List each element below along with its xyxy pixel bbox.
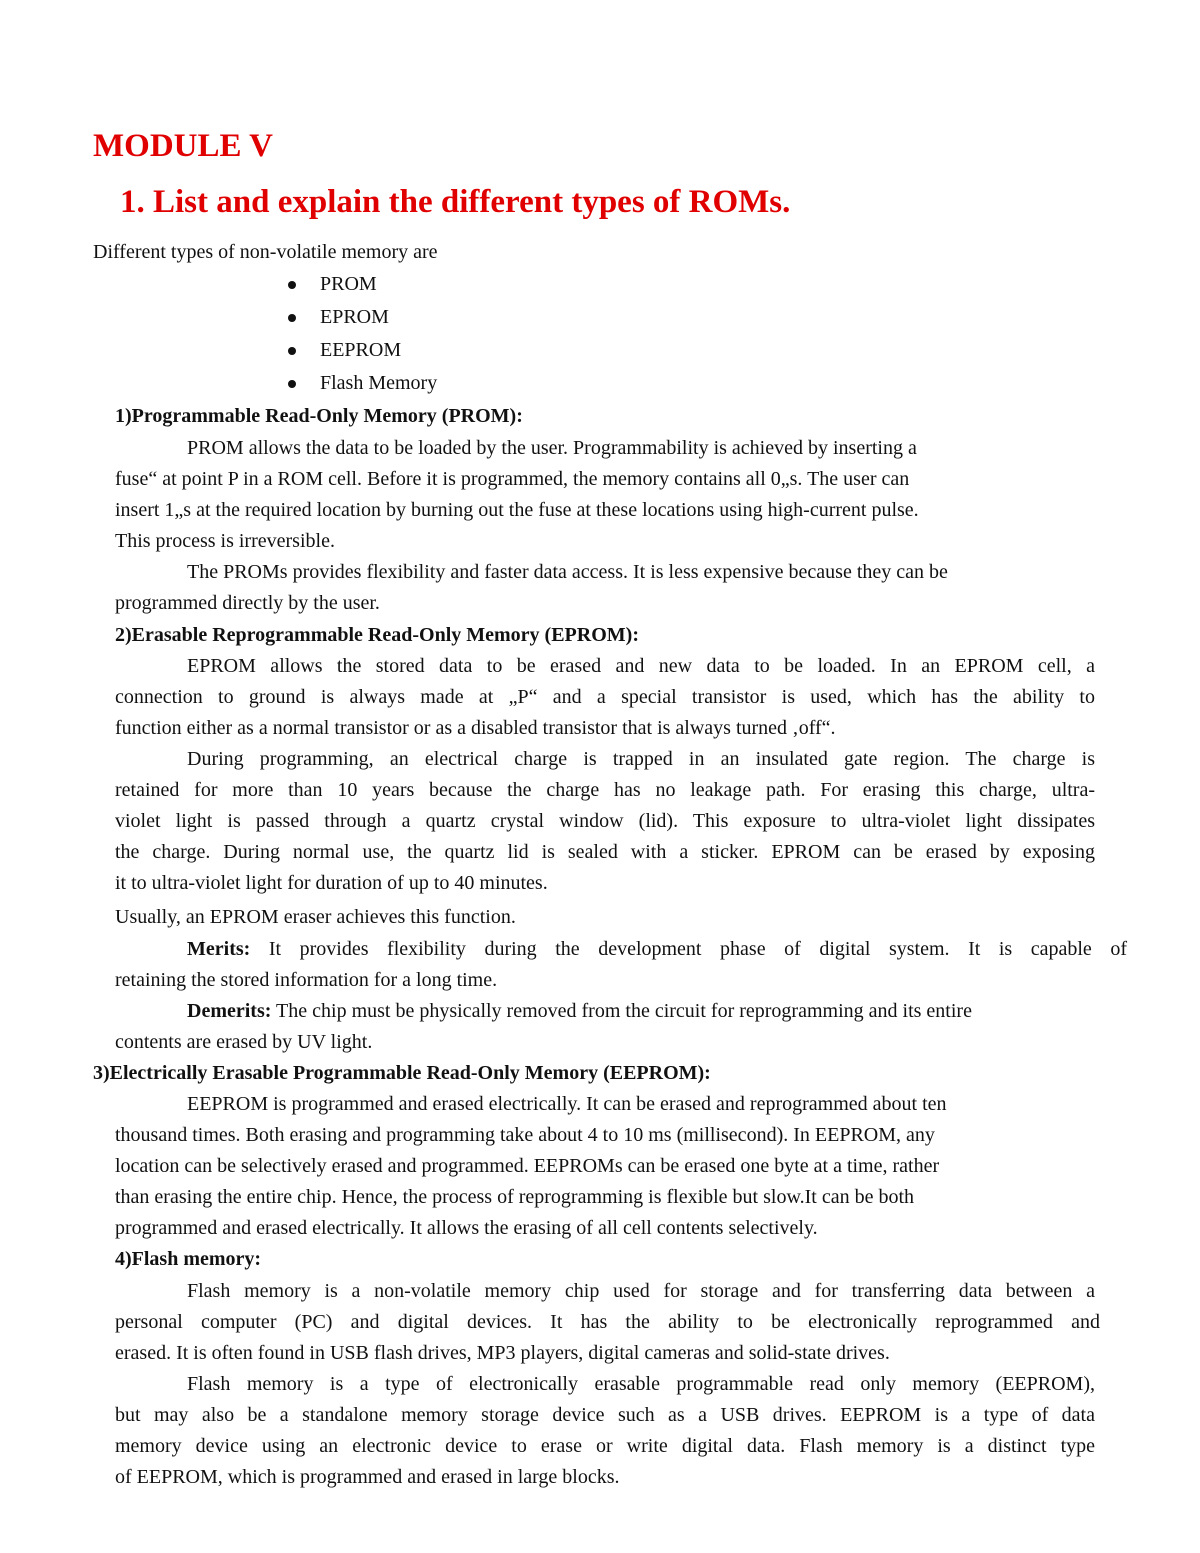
eprom-paragraph-line: connection to ground is always made at „P“ and a special transistor is used, which has the ability to: [115, 686, 1095, 708]
eprom-paragraph-line: retained for more than 10 years because the charge has no leakage path. For erasing this charge, ultra-: [115, 779, 1095, 801]
flash-heading: 4)Flash memory:: [115, 1248, 262, 1270]
bullet-icon: [288, 281, 296, 289]
prom-paragraph-line: programmed directly by the user.: [115, 592, 380, 614]
eprom-heading: 2)Erasable Reprogrammable Read-Only Memory (EPROM):: [115, 624, 639, 646]
prom-heading: 1)Programmable Read-Only Memory (PROM):: [115, 405, 523, 427]
eeprom-heading: 3)Electrically Erasable Programmable Read-Only Memory (EEPROM):: [93, 1062, 711, 1084]
intro-text: Different types of non-volatile memory are: [93, 241, 438, 263]
eprom-paragraph-line: During programming, an electrical charge is trapped in an insulated gate region. The charge is: [187, 748, 1095, 770]
eprom-paragraph-line: EPROM allows the stored data to be erased and new data to be loaded. In an EPROM cell, a: [187, 655, 1095, 677]
prom-paragraph-line: PROM allows the data to be loaded by the user. Programmability is achieved by inserting a: [187, 437, 917, 459]
eprom-demerits-line: contents are erased by UV light.: [115, 1031, 373, 1053]
flash-paragraph-line: Flash memory is a non-volatile memory chip used for storage and for transferring data between a: [187, 1280, 1095, 1302]
bullet-icon: [288, 314, 296, 322]
list-item: EEPROM: [288, 334, 437, 367]
prom-paragraph-line: This process is irreversible.: [115, 530, 335, 552]
eprom-paragraph-line: violet light is passed through a quartz crystal window (lid). This exposure to ultra-violet light dissipates: [115, 810, 1095, 832]
eeprom-paragraph-line: programmed and erased electrically. It allows the erasing of all cell contents selectively.: [115, 1217, 818, 1239]
flash-paragraph-line: personal computer (PC) and digital devices. It has the ability to be electronically reprogrammed and: [115, 1311, 1100, 1333]
merits-label: Merits:: [187, 938, 251, 960]
list-item: PROM: [288, 268, 437, 301]
eprom-demerits: Demerits: The chip must be physically removed from the circuit for reprogramming and its entire: [187, 1000, 972, 1022]
eprom-eraser-note: Usually, an EPROM eraser achieves this function.: [115, 906, 516, 928]
eprom-paragraph-line: it to ultra-violet light for duration of up to 40 minutes.: [115, 872, 548, 894]
eeprom-paragraph-line: than erasing the entire chip. Hence, the process of reprogramming is flexible but slow.It can be both: [115, 1186, 915, 1208]
memory-type-list: [288, 268, 437, 400]
eeprom-paragraph-line: EEPROM is programmed and erased electrically. It can be erased and reprogrammed about ten: [187, 1093, 947, 1115]
module-title: MODULE V: [93, 128, 273, 164]
flash-paragraph-line: but may also be a standalone memory storage device such as a USB drives. EEPROM is a type of data: [115, 1404, 1095, 1426]
prom-paragraph-line: fuse“ at point P in a ROM cell. Before it is programmed, the memory contains all 0„s. The user can: [115, 468, 910, 490]
prom-paragraph-line: The PROMs provides flexibility and faster data access. It is less expensive because they can be: [187, 561, 948, 583]
list-item: EPROM: [288, 301, 437, 334]
eprom-paragraph-line: the charge. During normal use, the quartz lid is sealed with a sticker. EPROM can be erased by exposing: [115, 841, 1095, 863]
eeprom-paragraph-line: location can be selectively erased and programmed. EEPROMs can be erased one byte at a time, rather: [115, 1155, 940, 1177]
flash-paragraph-line: memory device using an electronic device to erase or write digital data. Flash memory is a distinct type: [115, 1435, 1095, 1457]
eprom-merits: Merits: It provides flexibility during the development phase of digital system. It is capable of: [187, 938, 1127, 960]
bullet-icon: [288, 380, 296, 388]
question-title: 1. List and explain the different types of ROMs.: [120, 184, 791, 220]
flash-paragraph-line: erased. It is often found in USB flash drives, MP3 players, digital cameras and solid-state drives.: [115, 1342, 890, 1364]
eprom-paragraph-line: function either as a normal transistor or as a disabled transistor that is always turned ‚off“.: [115, 717, 836, 739]
flash-paragraph-line: Flash memory is a type of electronically erasable programmable read only memory (EEPROM),: [187, 1373, 1095, 1395]
bullet-icon: [288, 347, 296, 355]
eeprom-paragraph-line: thousand times. Both erasing and programming take about 4 to 10 ms (millisecond). In EEPROM, any: [115, 1124, 935, 1146]
eprom-merits-line: retaining the stored information for a long time.: [115, 969, 498, 991]
list-item: Flash Memory: [288, 367, 437, 400]
prom-paragraph-line: insert 1„s at the required location by burning out the fuse at these locations using high-current pulse.: [115, 499, 919, 521]
demerits-label: Demerits:: [187, 1000, 272, 1022]
flash-paragraph-line: of EEPROM, which is programmed and erased in large blocks.: [115, 1466, 620, 1488]
